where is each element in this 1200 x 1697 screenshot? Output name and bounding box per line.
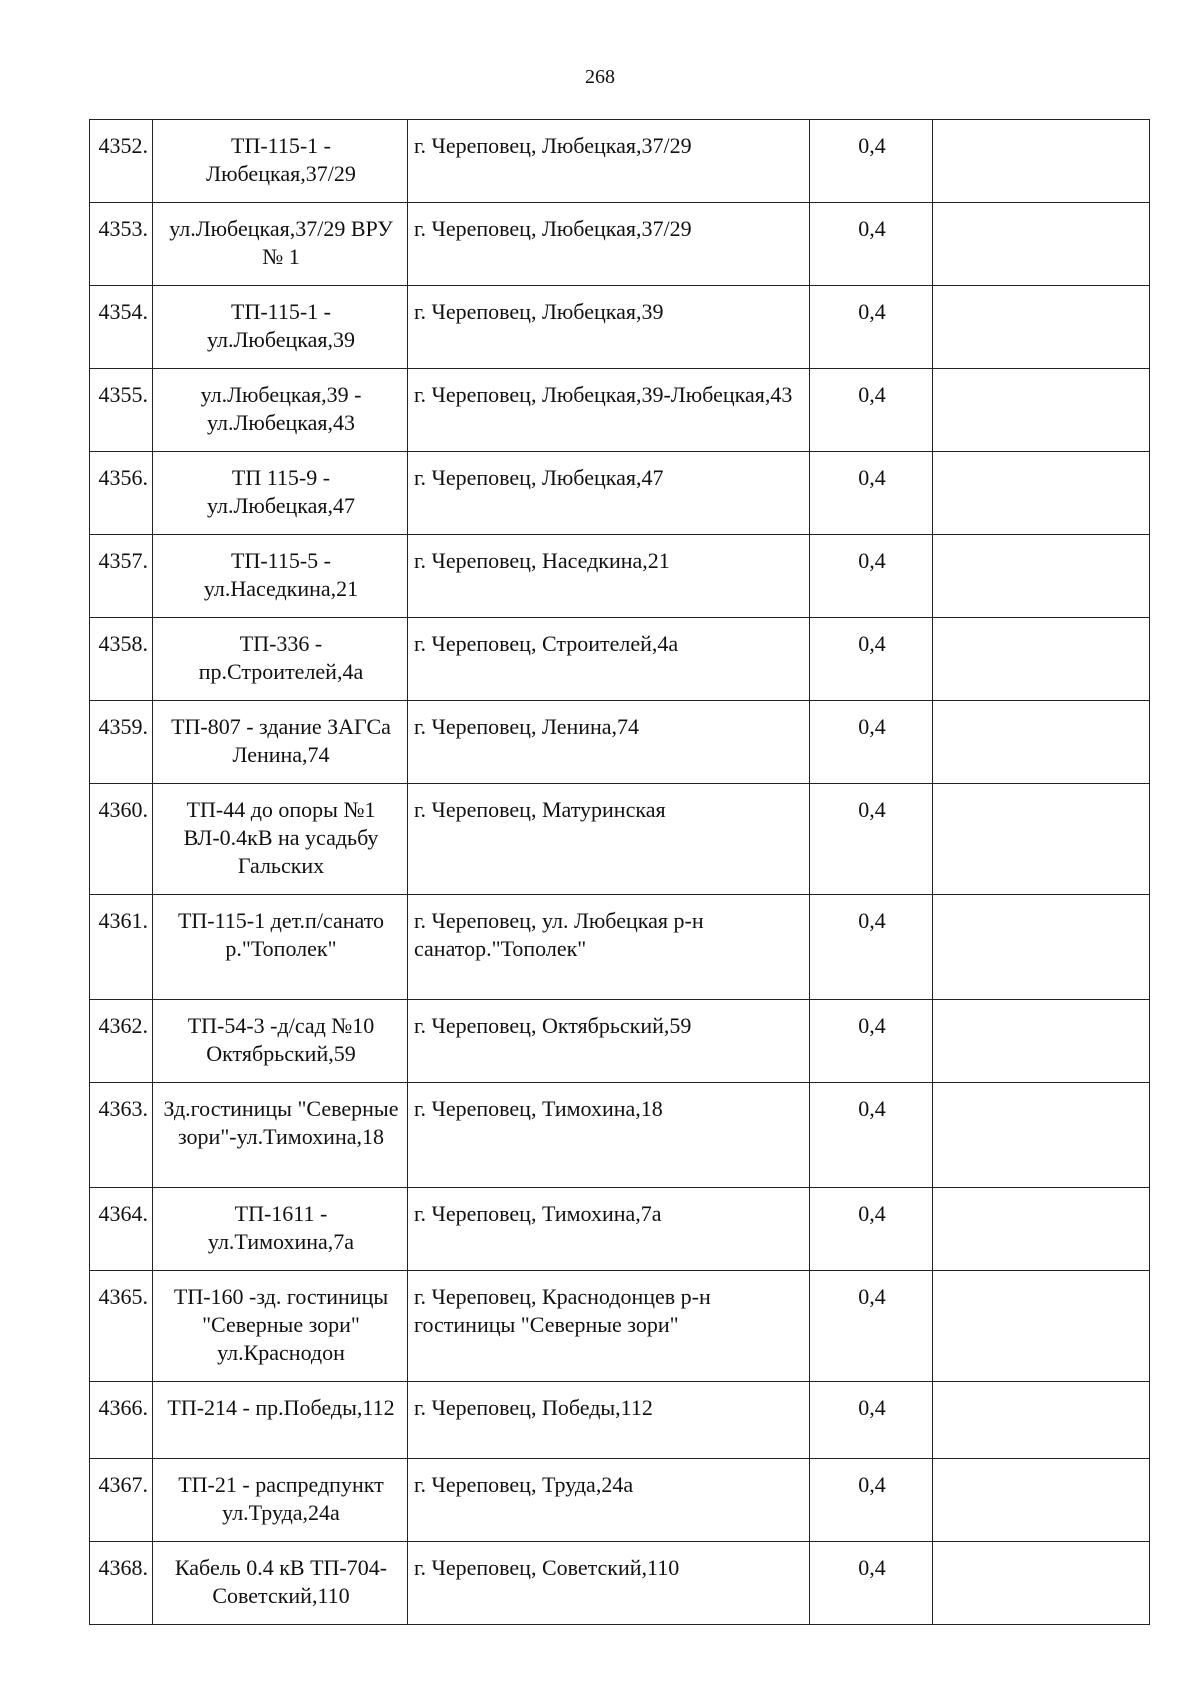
empty-cell [933,1459,1150,1542]
object-name: ТП-115-5 - ул.Наседкина,21 [153,535,408,618]
voltage-value: 0,4 [810,452,933,535]
empty-cell [933,895,1150,1000]
object-address: г. Череповец, Тимохина,7а [408,1188,810,1271]
voltage-value: 0,4 [810,895,933,1000]
table-row [90,203,1150,286]
voltage-value: 0,4 [810,203,933,286]
object-address: г. Череповец, Любецкая,47 [408,452,810,535]
object-address: г. Череповец, Ленина,74 [408,701,810,784]
voltage-value: 0,4 [810,369,933,452]
object-name: ТП-336 - пр.Строителей,4а [153,618,408,701]
object-name: ТП-214 - пр.Победы,112 [153,1382,408,1459]
row-number: 4363. [90,1083,153,1188]
object-address: г. Череповец, Наседкина,21 [408,535,810,618]
object-address: г. Череповец, Октябрьский,59 [408,1000,810,1083]
table-row [90,895,1150,1000]
object-address: г. Череповец, ул. Любецкая р-н санатор."Тополек" [408,895,810,1000]
object-name: ТП-21 - распредпункт ул.Труда,24а [153,1459,408,1542]
object-name: ТП-807 - здание ЗАГСа Ленина,74 [153,701,408,784]
table-row [90,1188,1150,1271]
object-address: г. Череповец, Строителей,4а [408,618,810,701]
empty-cell [933,286,1150,369]
row-number: 4356. [90,452,153,535]
object-address: г. Череповец, Любецкая,37/29 [408,120,810,203]
row-number: 4364. [90,1188,153,1271]
row-number: 4365. [90,1271,153,1382]
voltage-value: 0,4 [810,1542,933,1625]
empty-cell [933,1382,1150,1459]
object-name: ул.Любецкая,37/29 ВРУ № 1 [153,203,408,286]
empty-cell [933,535,1150,618]
voltage-value: 0,4 [810,618,933,701]
object-address: г. Череповец, Советский,110 [408,1542,810,1625]
row-number: 4359. [90,701,153,784]
voltage-value: 0,4 [810,535,933,618]
voltage-value: 0,4 [810,1000,933,1083]
empty-cell [933,1542,1150,1625]
object-name: ТП-115-1 дет.п/санатор."Тополек" [153,895,408,1000]
table-row [90,1271,1150,1382]
voltage-value: 0,4 [810,1271,933,1382]
table-row [90,535,1150,618]
voltage-value: 0,4 [810,1083,933,1188]
object-name: ТП-115-1 - Любецкая,37/29 [153,120,408,203]
row-number: 4355. [90,369,153,452]
empty-cell [933,784,1150,895]
row-number: 4352. [90,120,153,203]
object-name: ТП-160 -зд. гостиницы "Северные зори" ул.Краснодон [153,1271,408,1382]
page-number: 268 [585,66,615,88]
voltage-value: 0,4 [810,1382,933,1459]
empty-cell [933,120,1150,203]
row-number: 4353. [90,203,153,286]
object-name: ТП-44 до опоры №1 ВЛ-0.4кВ на усадьбу Гальских [153,784,408,895]
row-number: 4368. [90,1542,153,1625]
table-row [90,1542,1150,1625]
row-number: 4367. [90,1459,153,1542]
row-number: 4354. [90,286,153,369]
registry-table [89,119,1150,1625]
empty-cell [933,1188,1150,1271]
voltage-value: 0,4 [810,1459,933,1542]
object-address: г. Череповец, Любецкая,39-Любецкая,43 [408,369,810,452]
voltage-value: 0,4 [810,701,933,784]
row-number: 4358. [90,618,153,701]
empty-cell [933,1000,1150,1083]
object-name: ТП-1611 - ул.Тимохина,7а [153,1188,408,1271]
table-row [90,1382,1150,1459]
voltage-value: 0,4 [810,1188,933,1271]
table-row [90,120,1150,203]
table-row [90,618,1150,701]
object-name: ул.Любецкая,39 - ул.Любецкая,43 [153,369,408,452]
object-name: ТП-54-3 -д/сад №10 Октябрьский,59 [153,1000,408,1083]
row-number: 4366. [90,1382,153,1459]
object-name: Зд.гостиницы "Северные зори"-ул.Тимохина,18 [153,1083,408,1188]
empty-cell [933,1271,1150,1382]
object-name: ТП-115-1 - ул.Любецкая,39 [153,286,408,369]
row-number: 4360. [90,784,153,895]
table-row [90,286,1150,369]
object-address: г. Череповец, Труда,24а [408,1459,810,1542]
empty-cell [933,203,1150,286]
object-address: г. Череповец, Тимохина,18 [408,1083,810,1188]
empty-cell [933,369,1150,452]
table-row [90,784,1150,895]
table-row [90,452,1150,535]
table-row [90,701,1150,784]
empty-cell [933,1083,1150,1188]
empty-cell [933,452,1150,535]
object-address: г. Череповец, Матуринская [408,784,810,895]
object-address: г. Череповец, Любецкая,37/29 [408,203,810,286]
row-number: 4361. [90,895,153,1000]
row-number: 4362. [90,1000,153,1083]
voltage-value: 0,4 [810,784,933,895]
object-address: г. Череповец, Краснодонцев р-н гостиницы "Северные зори" [408,1271,810,1382]
table-row [90,1459,1150,1542]
table-row [90,1083,1150,1188]
object-name: Кабель 0.4 кВ ТП-704-Советский,110 [153,1542,408,1625]
object-address: г. Череповец, Победы,112 [408,1382,810,1459]
object-address: г. Череповец, Любецкая,39 [408,286,810,369]
empty-cell [933,618,1150,701]
object-name: ТП 115-9 - ул.Любецкая,47 [153,452,408,535]
table-row [90,369,1150,452]
voltage-value: 0,4 [810,120,933,203]
row-number: 4357. [90,535,153,618]
table-row [90,1000,1150,1083]
voltage-value: 0,4 [810,286,933,369]
empty-cell [933,701,1150,784]
